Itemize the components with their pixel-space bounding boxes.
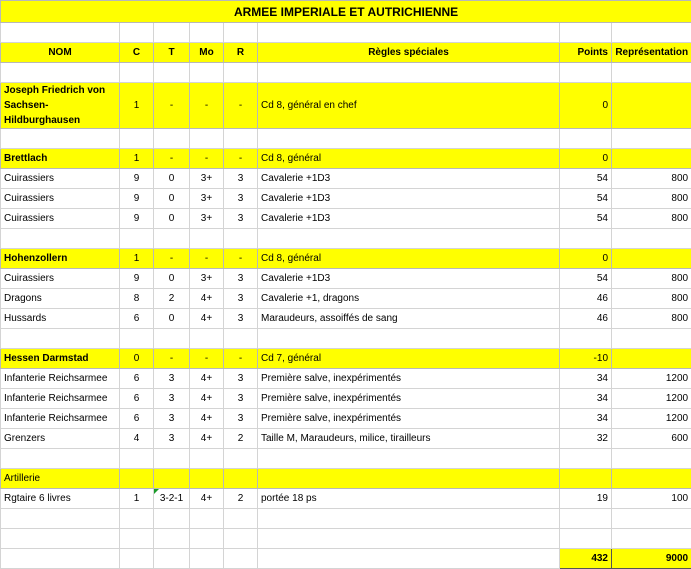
unit-t: 0 bbox=[154, 269, 190, 289]
unit-t: 3 bbox=[154, 369, 190, 389]
unit-r: 3 bbox=[224, 309, 258, 329]
unit-rep: 1200 bbox=[612, 369, 691, 389]
unit-mo: 3+ bbox=[190, 209, 224, 229]
total-points: 432 bbox=[560, 549, 612, 569]
leader-regles: Cd 8, général en chef bbox=[258, 83, 560, 129]
unit-mo: 4+ bbox=[190, 309, 224, 329]
unit-c: 4 bbox=[120, 429, 154, 449]
unit-mo: 4+ bbox=[190, 409, 224, 429]
unit-regles: Maraudeurs, assoiffés de sang bbox=[258, 309, 560, 329]
unit-row bbox=[1, 209, 691, 229]
artillerie-label: Artillerie bbox=[1, 469, 120, 489]
leader-name: Joseph Friedrich von Sachsen-Hildburghausen bbox=[1, 83, 120, 129]
unit-row bbox=[1, 429, 691, 449]
unit-mo: 4+ bbox=[190, 429, 224, 449]
unit-rep: 800 bbox=[612, 269, 691, 289]
unit-c: 6 bbox=[120, 309, 154, 329]
leader-t: - bbox=[154, 249, 190, 269]
leader-points: 0 bbox=[560, 83, 612, 129]
header-row bbox=[1, 43, 691, 63]
unit-row bbox=[1, 169, 691, 189]
unit-rep: 800 bbox=[612, 209, 691, 229]
unit-regles: Cavalerie +1D3 bbox=[258, 189, 560, 209]
unit-t: 0 bbox=[154, 189, 190, 209]
unit-regles: Cavalerie +1, dragons bbox=[258, 289, 560, 309]
spacer-row bbox=[1, 529, 691, 549]
unit-r: 3 bbox=[224, 169, 258, 189]
leader-points: 0 bbox=[560, 149, 612, 169]
unit-rep: 1200 bbox=[612, 409, 691, 429]
unit-r: 2 bbox=[224, 429, 258, 449]
unit-row bbox=[1, 269, 691, 289]
leader-regles: Cd 8, général bbox=[258, 249, 560, 269]
unit-regles: Cavalerie +1D3 bbox=[258, 169, 560, 189]
leader-t: - bbox=[154, 83, 190, 129]
unit-points: 54 bbox=[560, 189, 612, 209]
unit-points: 32 bbox=[560, 429, 612, 449]
unit-regles: Première salve, inexpérimentés bbox=[258, 409, 560, 429]
unit-t: 3 bbox=[154, 429, 190, 449]
leader-rep bbox=[612, 349, 691, 369]
spacer-row bbox=[1, 63, 691, 83]
spacer-row bbox=[1, 229, 691, 249]
unit-name: Dragons bbox=[1, 289, 120, 309]
leader-c: 1 bbox=[120, 149, 154, 169]
leader-c: 0 bbox=[120, 349, 154, 369]
unit-points: 54 bbox=[560, 269, 612, 289]
unit-r: 3 bbox=[224, 389, 258, 409]
unit-points: 46 bbox=[560, 309, 612, 329]
leader-row bbox=[1, 349, 691, 369]
unit-regles: Taille M, Maraudeurs, milice, tirailleurs bbox=[258, 429, 560, 449]
unit-t: 0 bbox=[154, 209, 190, 229]
unit-r: 3 bbox=[224, 269, 258, 289]
unit-c: 1 bbox=[120, 489, 154, 509]
leader-rep bbox=[612, 83, 691, 129]
unit-mo: 4+ bbox=[190, 489, 224, 509]
leader-r: - bbox=[224, 249, 258, 269]
artillerie-row bbox=[1, 469, 691, 489]
spacer-row bbox=[1, 449, 691, 469]
unit-row bbox=[1, 409, 691, 429]
unit-name: Infanterie Reichsarmee bbox=[1, 369, 120, 389]
unit-t: 3-2-1 bbox=[154, 489, 190, 509]
unit-rep: 800 bbox=[612, 309, 691, 329]
unit-c: 9 bbox=[120, 189, 154, 209]
unit-t: 3 bbox=[154, 409, 190, 429]
unit-t: 0 bbox=[154, 169, 190, 189]
leader-row bbox=[1, 249, 691, 269]
unit-r: 3 bbox=[224, 289, 258, 309]
header-nom: NOM bbox=[1, 43, 120, 63]
unit-mo: 4+ bbox=[190, 289, 224, 309]
unit-regles: Première salve, inexpérimentés bbox=[258, 389, 560, 409]
unit-regles: Cavalerie +1D3 bbox=[258, 209, 560, 229]
unit-t: 3 bbox=[154, 389, 190, 409]
unit-c: 6 bbox=[120, 389, 154, 409]
page-title: ARMEE IMPERIALE ET AUTRICHIENNE bbox=[1, 1, 691, 23]
unit-points: 19 bbox=[560, 489, 612, 509]
unit-points: 34 bbox=[560, 369, 612, 389]
unit-name: Infanterie Reichsarmee bbox=[1, 409, 120, 429]
spacer-row bbox=[1, 129, 691, 149]
leader-c: 1 bbox=[120, 83, 154, 129]
unit-row bbox=[1, 389, 691, 409]
leader-regles: Cd 8, général bbox=[258, 149, 560, 169]
leader-points: -10 bbox=[560, 349, 612, 369]
leader-mo: - bbox=[190, 149, 224, 169]
unit-r: 2 bbox=[224, 489, 258, 509]
leader-mo: - bbox=[190, 349, 224, 369]
spacer-row bbox=[1, 509, 691, 529]
header-representation: Représentation bbox=[612, 43, 691, 63]
unit-row bbox=[1, 489, 691, 509]
unit-mo: 4+ bbox=[190, 369, 224, 389]
leader-rep bbox=[612, 249, 691, 269]
leader-c: 1 bbox=[120, 249, 154, 269]
unit-name: Infanterie Reichsarmee bbox=[1, 389, 120, 409]
unit-rep: 600 bbox=[612, 429, 691, 449]
unit-points: 54 bbox=[560, 169, 612, 189]
unit-name: Cuirassiers bbox=[1, 189, 120, 209]
header-r: R bbox=[224, 43, 258, 63]
unit-regles: Première salve, inexpérimentés bbox=[258, 369, 560, 389]
unit-r: 3 bbox=[224, 209, 258, 229]
spacer-row bbox=[1, 23, 691, 43]
leader-mo: - bbox=[190, 249, 224, 269]
leader-rep bbox=[612, 149, 691, 169]
unit-c: 9 bbox=[120, 209, 154, 229]
leader-points: 0 bbox=[560, 249, 612, 269]
leader-t: - bbox=[154, 349, 190, 369]
unit-r: 3 bbox=[224, 409, 258, 429]
leader-r: - bbox=[224, 83, 258, 129]
unit-points: 34 bbox=[560, 389, 612, 409]
unit-name: Grenzers bbox=[1, 429, 120, 449]
unit-mo: 3+ bbox=[190, 189, 224, 209]
unit-row bbox=[1, 189, 691, 209]
unit-rep: 800 bbox=[612, 189, 691, 209]
leader-t: - bbox=[154, 149, 190, 169]
unit-mo: 3+ bbox=[190, 169, 224, 189]
unit-mo: 3+ bbox=[190, 269, 224, 289]
unit-name: Cuirassiers bbox=[1, 209, 120, 229]
spacer-row bbox=[1, 329, 691, 349]
unit-name: Hussards bbox=[1, 309, 120, 329]
leader-mo: - bbox=[190, 83, 224, 129]
unit-name: Rgtaire 6 livres bbox=[1, 489, 120, 509]
leader-row bbox=[1, 149, 691, 169]
unit-regles: Cavalerie +1D3 bbox=[258, 269, 560, 289]
header-c: C bbox=[120, 43, 154, 63]
unit-c: 9 bbox=[120, 269, 154, 289]
unit-row bbox=[1, 369, 691, 389]
unit-row bbox=[1, 289, 691, 309]
leader-r: - bbox=[224, 349, 258, 369]
unit-points: 54 bbox=[560, 209, 612, 229]
leader-row bbox=[1, 83, 691, 129]
header-mo: Mo bbox=[190, 43, 224, 63]
leader-regles: Cd 7, général bbox=[258, 349, 560, 369]
total-representation: 9000 bbox=[612, 549, 691, 569]
unit-t: 0 bbox=[154, 309, 190, 329]
unit-r: 3 bbox=[224, 189, 258, 209]
unit-c: 8 bbox=[120, 289, 154, 309]
unit-r: 3 bbox=[224, 369, 258, 389]
header-points: Points bbox=[560, 43, 612, 63]
unit-row bbox=[1, 309, 691, 329]
unit-regles: portée 18 ps bbox=[258, 489, 560, 509]
unit-mo: 4+ bbox=[190, 389, 224, 409]
unit-name: Cuirassiers bbox=[1, 169, 120, 189]
unit-rep: 800 bbox=[612, 169, 691, 189]
unit-rep: 1200 bbox=[612, 389, 691, 409]
unit-rep: 800 bbox=[612, 289, 691, 309]
leader-name: Hohenzollern bbox=[1, 249, 120, 269]
unit-c: 6 bbox=[120, 369, 154, 389]
unit-rep: 100 bbox=[612, 489, 691, 509]
unit-t: 2 bbox=[154, 289, 190, 309]
header-regles: Règles spéciales bbox=[258, 43, 560, 63]
leader-name: Hessen Darmstad bbox=[1, 349, 120, 369]
leader-name: Brettlach bbox=[1, 149, 120, 169]
title-row bbox=[1, 1, 691, 23]
unit-name: Cuirassiers bbox=[1, 269, 120, 289]
leader-r: - bbox=[224, 149, 258, 169]
unit-c: 6 bbox=[120, 409, 154, 429]
unit-points: 46 bbox=[560, 289, 612, 309]
header-t: T bbox=[154, 43, 190, 63]
unit-points: 34 bbox=[560, 409, 612, 429]
unit-c: 9 bbox=[120, 169, 154, 189]
